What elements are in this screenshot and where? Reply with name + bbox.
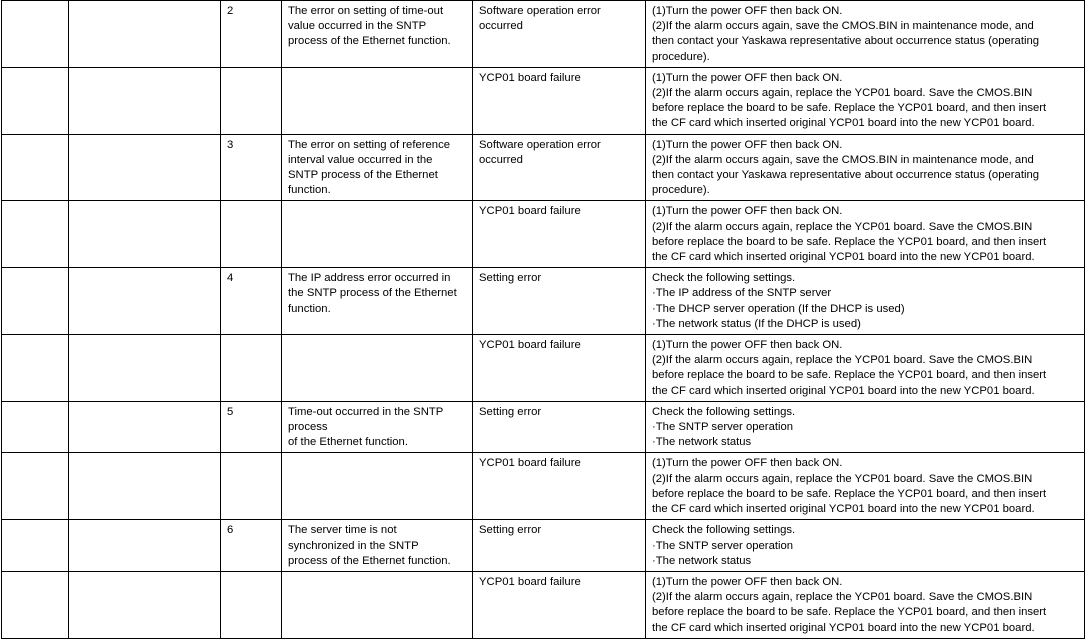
alarm-table: [1, 0, 1085, 639]
remedy-cell: (1)Turn the power OFF then back ON. (2)If the alarm occurs again, save the CMOS.BIN in maintenance mode, and then contact your Yaskawa representative about occurrence status (operating procedure).: [646, 134, 1085, 201]
cause-cell: YCP01 board failure: [473, 201, 646, 268]
remedy-cell: (1)Turn the power OFF then back ON. (2)If the alarm occurs again, replace the YCP01 board. Save the CMOS.BIN before replace the board to be safe. Replace the YCP01 board, and then insert the CF card which inserted original YCP01 board into the new YCP01 board.: [646, 201, 1085, 268]
remedy-cell: Check the following settings. ·The SNTP server operation ·The network status: [646, 401, 1085, 453]
sub-code-row: [2, 520, 1085, 572]
alarm-content-cell: [282, 335, 473, 402]
cause-row: [2, 453, 1085, 520]
alarm-content-cell: Time-out occurred in the SNTP process of the Ethernet function.: [282, 401, 473, 453]
cause-row: [2, 201, 1085, 268]
remedy-cell: Check the following settings. ·The SNTP server operation ·The network status: [646, 520, 1085, 572]
alarm-content-cell: [282, 201, 473, 268]
alarm-number-cell: [2, 453, 69, 520]
alarm-name-cell: [69, 520, 221, 572]
sub-code-row: [2, 1, 1085, 68]
alarm-name-cell: [69, 134, 221, 201]
sub-code-cell: 5: [221, 401, 282, 453]
alarm-content-cell: The error on setting of reference interval value occurred in the SNTP process of the Ethernet function.: [282, 134, 473, 201]
alarm-name-cell: [69, 201, 221, 268]
sub-code-row: [2, 268, 1085, 335]
alarm-content-cell: [282, 571, 473, 638]
alarm-content-cell: [282, 67, 473, 134]
cause-cell: YCP01 board failure: [473, 67, 646, 134]
alarm-number-cell: [2, 401, 69, 453]
alarm-name-cell: [69, 401, 221, 453]
remedy-cell: (1)Turn the power OFF then back ON. (2)If the alarm occurs again, save the CMOS.BIN in maintenance mode, and then contact your Yaskawa representative about occurrence status (operating procedure).: [646, 1, 1085, 68]
alarm-table-body: [2, 1, 1085, 639]
remedy-cell: Check the following settings. ·The IP address of the SNTP server ·The DHCP server operation (If the DHCP is used) ·The network status (If the DHCP is used): [646, 268, 1085, 335]
cause-cell: YCP01 board failure: [473, 335, 646, 402]
cause-cell: YCP01 board failure: [473, 453, 646, 520]
alarm-number-cell: [2, 571, 69, 638]
sub-code-cell: [221, 335, 282, 402]
cause-cell: YCP01 board failure: [473, 571, 646, 638]
alarm-number-cell: [2, 134, 69, 201]
sub-code-cell: 6: [221, 520, 282, 572]
cause-cell: Setting error: [473, 520, 646, 572]
alarm-number-cell: [2, 67, 69, 134]
sub-code-cell: [221, 571, 282, 638]
alarm-content-cell: The IP address error occurred in the SNTP process of the Ethernet function.: [282, 268, 473, 335]
alarm-number-cell: [2, 520, 69, 572]
sub-code-cell: 2: [221, 1, 282, 68]
cause-cell: Software operation error occurred: [473, 1, 646, 68]
alarm-number-cell: [2, 268, 69, 335]
alarm-content-cell: [282, 453, 473, 520]
remedy-cell: (1)Turn the power OFF then back ON. (2)If the alarm occurs again, replace the YCP01 board. Save the CMOS.BIN before replace the board to be safe. Replace the YCP01 board, and then insert the CF card which inserted original YCP01 board into the new YCP01 board.: [646, 67, 1085, 134]
cause-cell: Setting error: [473, 401, 646, 453]
alarm-name-cell: [69, 571, 221, 638]
sub-code-row: [2, 134, 1085, 201]
alarm-number-cell: [2, 1, 69, 68]
sub-code-row: [2, 401, 1085, 453]
sub-code-cell: 4: [221, 268, 282, 335]
alarm-name-cell: [69, 268, 221, 335]
cause-row: [2, 67, 1085, 134]
cause-row: [2, 571, 1085, 638]
remedy-cell: (1)Turn the power OFF then back ON. (2)If the alarm occurs again, replace the YCP01 board. Save the CMOS.BIN before replace the board to be safe. Replace the YCP01 board, and then insert the CF card which inserted original YCP01 board into the new YCP01 board.: [646, 335, 1085, 402]
alarm-name-cell: [69, 67, 221, 134]
remedy-cell: (1)Turn the power OFF then back ON. (2)If the alarm occurs again, replace the YCP01 board. Save the CMOS.BIN before replace the board to be safe. Replace the YCP01 board, and then insert the CF card which inserted original YCP01 board into the new YCP01 board.: [646, 453, 1085, 520]
alarm-name-cell: [69, 335, 221, 402]
alarm-number-cell: [2, 335, 69, 402]
sub-code-cell: 3: [221, 134, 282, 201]
alarm-name-cell: [69, 1, 221, 68]
alarm-number-cell: [2, 201, 69, 268]
alarm-name-cell: [69, 453, 221, 520]
cause-cell: Setting error: [473, 268, 646, 335]
alarm-content-cell: The server time is not synchronized in the SNTP process of the Ethernet function.: [282, 520, 473, 572]
sub-code-cell: [221, 453, 282, 520]
alarm-content-cell: The error on setting of time-out value occurred in the SNTP process of the Ethernet function.: [282, 1, 473, 68]
cause-row: [2, 335, 1085, 402]
sub-code-cell: [221, 67, 282, 134]
sub-code-cell: [221, 201, 282, 268]
cause-cell: Software operation error occurred: [473, 134, 646, 201]
remedy-cell: (1)Turn the power OFF then back ON. (2)If the alarm occurs again, replace the YCP01 board. Save the CMOS.BIN before replace the board to be safe. Replace the YCP01 board, and then insert the CF card which inserted original YCP01 board into the new YCP01 board.: [646, 571, 1085, 638]
